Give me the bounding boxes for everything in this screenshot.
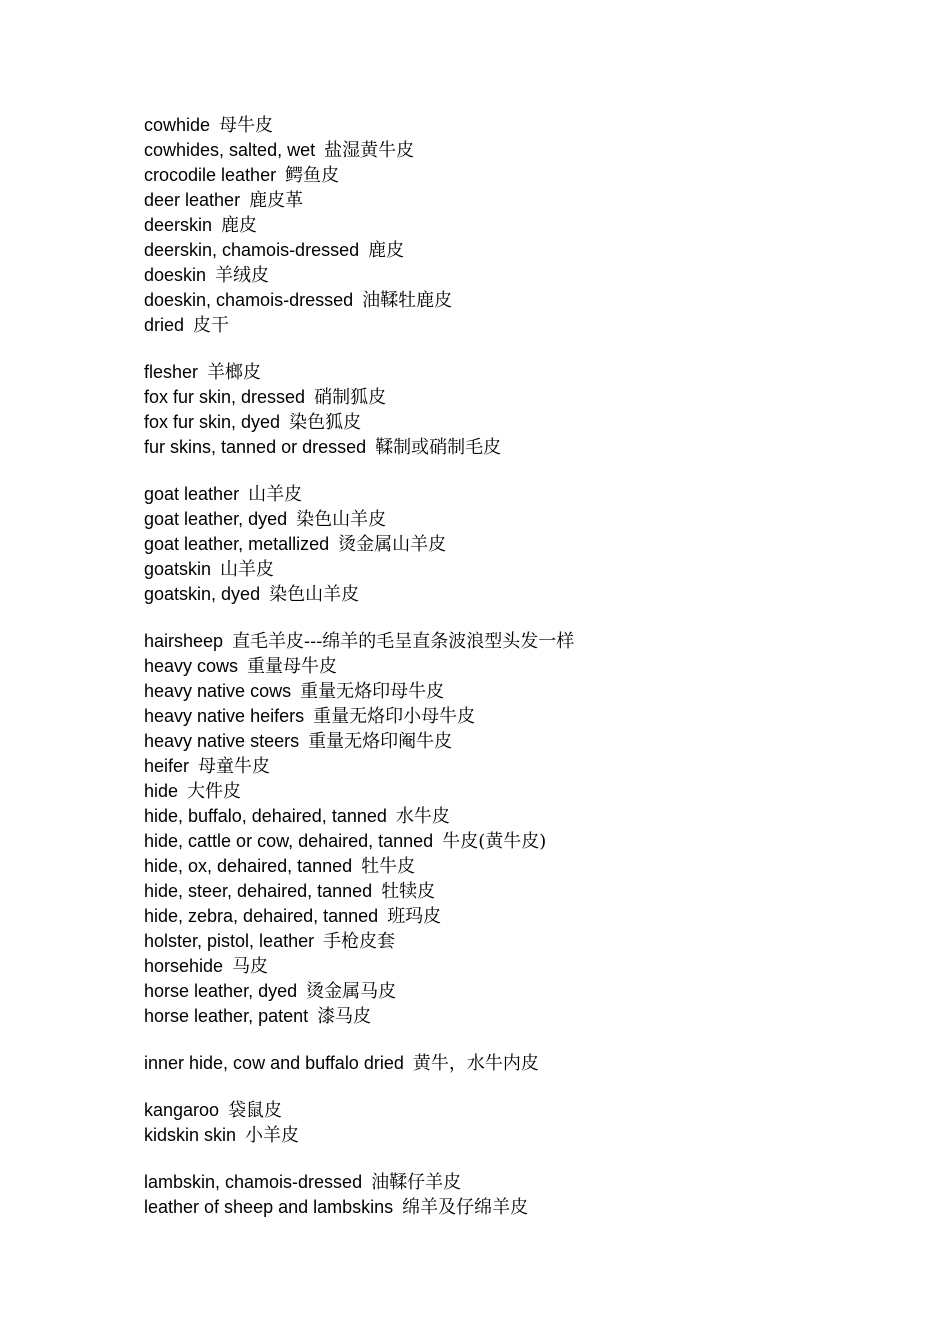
glossary-entry [144, 654, 924, 679]
chinese-term: 油鞣仔羊皮 [371, 1172, 462, 1193]
english-term: hide, steer, dehaired, tanned [144, 881, 373, 901]
english-term: fox fur skin, dressed [144, 387, 306, 407]
glossary-entry [144, 829, 924, 854]
chinese-term: 重量母牛皮 [247, 656, 338, 677]
chinese-term: 烫金属山羊皮 [338, 534, 447, 555]
english-term: heavy native steers [144, 731, 300, 751]
chinese-term: 染色狐皮 [289, 412, 362, 433]
glossary-entry [144, 507, 924, 532]
english-term: heavy native cows [144, 681, 292, 701]
chinese-term: 袋鼠皮 [228, 1100, 283, 1121]
english-term: horse leather, dyed [144, 981, 298, 1001]
english-term: fur skins, tanned or dressed [144, 437, 367, 457]
glossary-entry [144, 138, 924, 163]
chinese-term: 山羊皮 [220, 559, 275, 580]
english-term: crocodile leather [144, 165, 277, 185]
chinese-term: 染色山羊皮 [296, 509, 387, 530]
chinese-term: 牡牛皮 [361, 856, 416, 877]
english-term: heifer [144, 756, 190, 776]
chinese-term: 黄牛，水牛内皮 [412, 1053, 539, 1074]
glossary-group [144, 482, 924, 607]
chinese-term: 羊绒皮 [215, 265, 270, 286]
english-term: goat leather, metallized [144, 534, 330, 554]
glossary-entry [144, 704, 924, 729]
chinese-term: 漆马皮 [317, 1006, 372, 1027]
chinese-term: 硝制狐皮 [314, 387, 387, 408]
glossary-group [144, 360, 924, 460]
glossary-page [144, 113, 924, 1242]
english-term: heavy native heifers [144, 706, 305, 726]
glossary-entry [144, 779, 924, 804]
glossary-group [144, 1170, 924, 1220]
english-term: cowhide [144, 115, 211, 135]
chinese-term: 牛皮(黄牛皮) [442, 831, 547, 852]
glossary-entry [144, 1051, 924, 1076]
glossary-entry [144, 557, 924, 582]
chinese-term: 直毛羊皮---绵羊的毛呈直条波浪型头发一样 [232, 631, 575, 652]
glossary-entry [144, 410, 924, 435]
chinese-term: 母牛皮 [219, 115, 274, 136]
glossary-entry [144, 1195, 924, 1220]
english-term: leather of sheep and lambskins [144, 1197, 394, 1217]
english-term: flesher [144, 362, 199, 382]
english-term: hide, ox, dehaired, tanned [144, 856, 353, 876]
english-term: goat leather [144, 484, 240, 504]
english-term: heavy cows [144, 656, 239, 676]
english-term: hide, cattle or cow, dehaired, tanned [144, 831, 434, 851]
glossary-group [144, 113, 924, 338]
glossary-entry [144, 113, 924, 138]
glossary-entry [144, 979, 924, 1004]
chinese-term: 重量无烙印小母牛皮 [313, 706, 476, 727]
english-term: goatskin, dyed [144, 584, 261, 604]
glossary-group [144, 629, 924, 1029]
chinese-term: 盐湿黄牛皮 [324, 140, 415, 161]
chinese-term: 油鞣牡鹿皮 [362, 290, 453, 311]
english-term: hide, buffalo, dehaired, tanned [144, 806, 387, 826]
glossary-entry [144, 288, 924, 313]
english-term: horsehide [144, 956, 224, 976]
glossary-entry [144, 360, 924, 385]
english-term: lambskin, chamois-dressed [144, 1172, 363, 1192]
english-term: holster, pistol, leather [144, 931, 315, 951]
glossary-entry [144, 1170, 924, 1195]
glossary-entry [144, 263, 924, 288]
glossary-entry [144, 163, 924, 188]
glossary-entry [144, 754, 924, 779]
glossary-entry [144, 954, 924, 979]
chinese-term: 羊榔皮 [207, 362, 262, 383]
chinese-term: 母童牛皮 [198, 756, 271, 777]
english-term: goatskin [144, 559, 212, 579]
chinese-term: 鳄鱼皮 [285, 165, 340, 186]
english-term: cowhides, salted, wet [144, 140, 316, 160]
english-term: doeskin, chamois-dressed [144, 290, 354, 310]
glossary-entry [144, 854, 924, 879]
english-term: inner hide, cow and buffalo dried [144, 1053, 404, 1073]
english-term: hairsheep [144, 631, 224, 651]
glossary-group [144, 1051, 924, 1076]
glossary-entry [144, 213, 924, 238]
glossary-entry [144, 879, 924, 904]
glossary-entry [144, 313, 924, 338]
glossary-entry [144, 385, 924, 410]
chinese-term: 班玛皮 [387, 906, 442, 927]
glossary-entry [144, 582, 924, 607]
english-term: deerskin [144, 215, 213, 235]
glossary-entry [144, 532, 924, 557]
glossary-entry [144, 904, 924, 929]
glossary-entry [144, 482, 924, 507]
english-term: goat leather, dyed [144, 509, 288, 529]
chinese-term: 小羊皮 [245, 1125, 300, 1146]
chinese-term: 重量无烙印阉牛皮 [308, 731, 453, 752]
chinese-term: 鹿皮 [221, 215, 258, 236]
english-term: dried [144, 315, 185, 335]
glossary-entry [144, 435, 924, 460]
english-term: deerskin, chamois-dressed [144, 240, 360, 260]
english-term: doeskin [144, 265, 207, 285]
glossary-group [144, 1098, 924, 1148]
glossary-entry [144, 804, 924, 829]
glossary-entry [144, 238, 924, 263]
chinese-term: 鞣制或硝制毛皮 [375, 437, 502, 458]
english-term: horse leather, patent [144, 1006, 309, 1026]
glossary-entry [144, 1004, 924, 1029]
english-term: deer leather [144, 190, 241, 210]
chinese-term: 皮干 [193, 315, 230, 336]
glossary-entry [144, 929, 924, 954]
chinese-term: 大件皮 [187, 781, 242, 802]
chinese-term: 重量无烙印母牛皮 [300, 681, 445, 702]
chinese-term: 绵羊及仔绵羊皮 [402, 1197, 529, 1218]
english-term: kangaroo [144, 1100, 220, 1120]
chinese-term: 手枪皮套 [323, 931, 396, 952]
chinese-term: 染色山羊皮 [269, 584, 360, 605]
glossary-entry [144, 1123, 924, 1148]
glossary-entry [144, 729, 924, 754]
glossary-entry [144, 188, 924, 213]
english-term: fox fur skin, dyed [144, 412, 281, 432]
chinese-term: 马皮 [232, 956, 269, 977]
chinese-term: 牡犊皮 [381, 881, 436, 902]
chinese-term: 鹿皮革 [249, 190, 304, 211]
chinese-term: 山羊皮 [248, 484, 303, 505]
english-term: hide, zebra, dehaired, tanned [144, 906, 379, 926]
glossary-groups [144, 113, 924, 1220]
english-term: kidskin skin [144, 1125, 237, 1145]
chinese-term: 烫金属马皮 [306, 981, 397, 1002]
english-term: hide [144, 781, 179, 801]
glossary-entry [144, 679, 924, 704]
glossary-entry [144, 629, 924, 654]
glossary-entry [144, 1098, 924, 1123]
chinese-term: 水牛皮 [395, 806, 450, 827]
chinese-term: 鹿皮 [368, 240, 405, 261]
